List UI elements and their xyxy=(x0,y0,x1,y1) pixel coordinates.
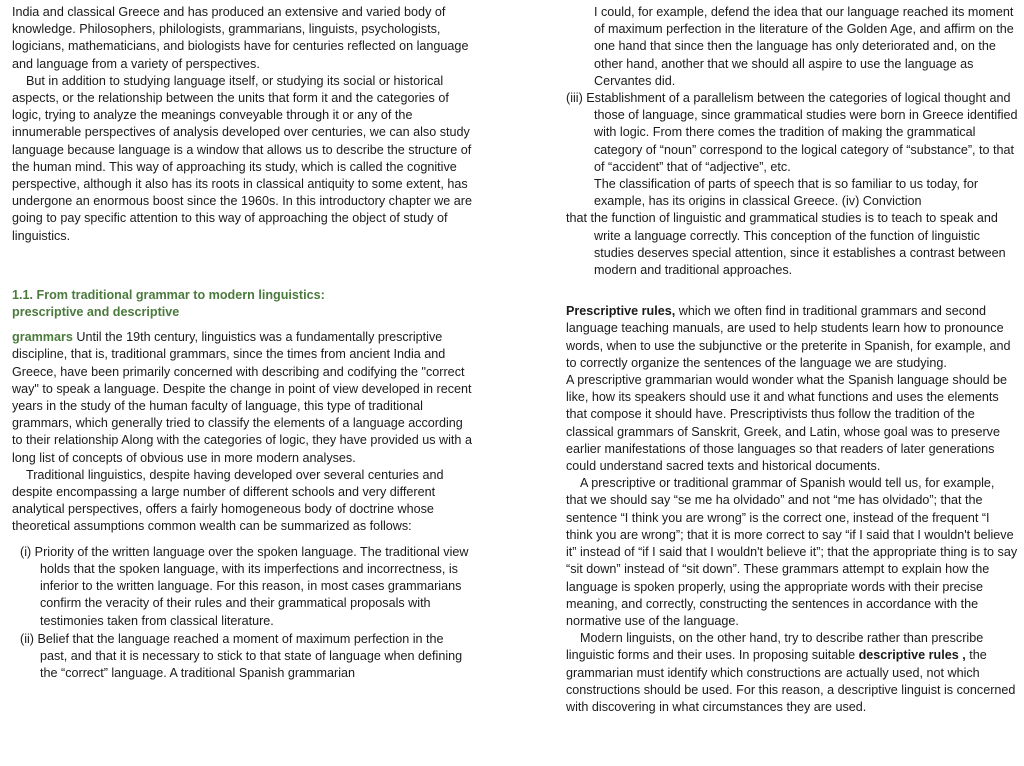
spacer xyxy=(566,279,1018,303)
assumptions-list xyxy=(12,544,474,683)
modern-linguists-paragraph xyxy=(566,630,1018,716)
right-column xyxy=(566,4,1018,716)
spacer xyxy=(12,536,474,544)
prescriptive-paragraph-1 xyxy=(566,303,1018,372)
prescriptive-paragraph-1-text: which we often find in traditional grammars and second language teaching manuals, are used to help students learn how to pronounce words, when to use the subjunctive or the preterite in Spanish, for example, and to correctly organize the sentences of the language we are studying. xyxy=(566,304,1011,370)
heading-continuation: grammars xyxy=(12,330,73,345)
list-item-iii-continued: The classification of parts of speech that is so familiar to us today, for example, has its origins in classical Greece. (iv) Conviction xyxy=(594,177,979,209)
continued-paragraph: I could, for example, defend the idea that our language reached its moment of maximum perfection in the literature of the Golden Age, and affirm on the one hand that since then the language has only deteriorated and, on the other hand, another that we should all aspire to use the language as Cervantes did. xyxy=(594,5,1014,88)
intro-paragraph-1: India and classical Greece and has produced an extensive and varied body of knowledge. Philosophers, philologists, grammarians, linguists, psychologists, logicians, mathematicians, and biologists have for centuries reflected on language and language from a variety of perspectives. xyxy=(12,5,469,71)
modern-text-b: the grammarian must identify which constructions are actually used, not which constructions should be used. For this reason, a descriptive linguist is concerned with discovering in what circumstances they are used. xyxy=(566,648,1016,714)
list-item: (ii) Belief that the language reached a moment of maximum perfection in the past, and that it is necessary to stick to that state of language when defining the “correct” language. A traditional Spanish grammarian xyxy=(20,631,463,681)
list-item-iv: that the function of linguistic and grammatical studies is to teach to speak and write a language correctly. This conception of the function of linguistic studies deserves special attention, since it establishes a contrast between modern and traditional approaches. xyxy=(566,211,1006,278)
modern-text-a: Modern linguists, on the other hand, try to describe rather than prescribe linguistic forms and their uses. In proposing suitable xyxy=(566,631,984,663)
prescriptive-rules-term: Prescriptive rules, xyxy=(566,304,676,319)
section-paragraph-1-text: Until the 19th century, linguistics was a fundamentally prescriptive discipline, that is, traditional grammars, since the times from ancient India and Greece, have been primarily concerned with describing and codifying the "correct way" to speak a language. Despite the change in point of view developed in recent years in the study of the human faculty of language, this type of traditional grammars, which generally tried to classify the elements of a language according to their relationship Along with the categories of logic, they have provided us with a long list of concepts of obvious use in more modern analyses. xyxy=(12,330,472,465)
section-paragraph-1 xyxy=(12,329,474,467)
section-paragraph-2: Traditional linguistics, despite having developed over several centuries and despite encompassing a large number of different schools and very different analytical perspectives, offers a fairly homogeneous body of doctrine whose theoretical assumptions common wealth can be summarized as follows: xyxy=(12,467,444,534)
list-item-iii: (iii) Establishment of a parallelism between the categories of logical thought and those of language, since grammatical studies were born in Greece identified with logic. From there comes the tradition of making the grammatical category of “noun” correspond to the logical category of “substance”, to that of “accident” that of “adjective”, etc. xyxy=(566,91,1018,174)
list-item: (i) Priority of the written language over the spoken language. The traditional view holds that the spoken language, with its imperfections and incorrectness, is inferior to the written language. For this reason, in most cases grammarians confirm the veracity of their rules and their grammatical proposals with testimonies taken from classical literature. xyxy=(20,544,469,628)
descriptive-rules-term: descriptive rules , xyxy=(858,648,966,663)
section-heading-line-1: 1.1. From traditional grammar to modern linguistics: xyxy=(12,287,325,302)
intro-paragraph-2: But in addition to studying language itself, or studying its social or historical aspects, or the relationship between the units that form it and the categories of logic, trying to analyze the meanings conveyable through it or any of the innumerable perspectives of analysis developed over centuries, we can also study language because language is a window that allows us to describe the structure of the human mind. This way of approaching its study, which is called the cognitive perspective, although it also has its roots in classical antiquity to some extent, has undergone an enormous boost since the 1960s. In this introductory chapter we are going to pay specific attention to this way of approaching the object of study of linguistics. xyxy=(12,73,472,243)
left-column xyxy=(12,4,474,683)
spacer xyxy=(12,321,474,329)
spacer xyxy=(12,245,474,287)
prescriptive-paragraph-2: A prescriptive grammarian would wonder what the Spanish language should be like, how its speakers should use it and what functions and uses the elements that compose it should have. Prescriptivists thus follow the tradition of the classical grammars of Sanskrit, Greek, and Latin, whose goal was to preserve earlier manifestations of those languages so that readers of later generations could understand sacred texts and historical documents. xyxy=(566,373,1008,474)
section-heading-line-2: prescriptive and descriptive xyxy=(12,305,180,320)
prescriptive-paragraph-3: A prescriptive or traditional grammar of Spanish would tell us, for example, that we should say “se me ha olvidado” and not “me has olvidado”; that the sentence “I think you are wrong” is the correct one, instead of the frequent “I think you are wrong”; that it is more correct to say “if I said that I wouldn't believe it” instead of “if I said that I wouldn't believe it”; that the appropriate thing is to say “sit down” instead of “sit down”. These grammars attempt to explain how the language is spoken properly, using the appropriate words with their precise meaning, and correctly, constructing the sentences in accordance with the normative use of the language. xyxy=(566,476,1018,628)
